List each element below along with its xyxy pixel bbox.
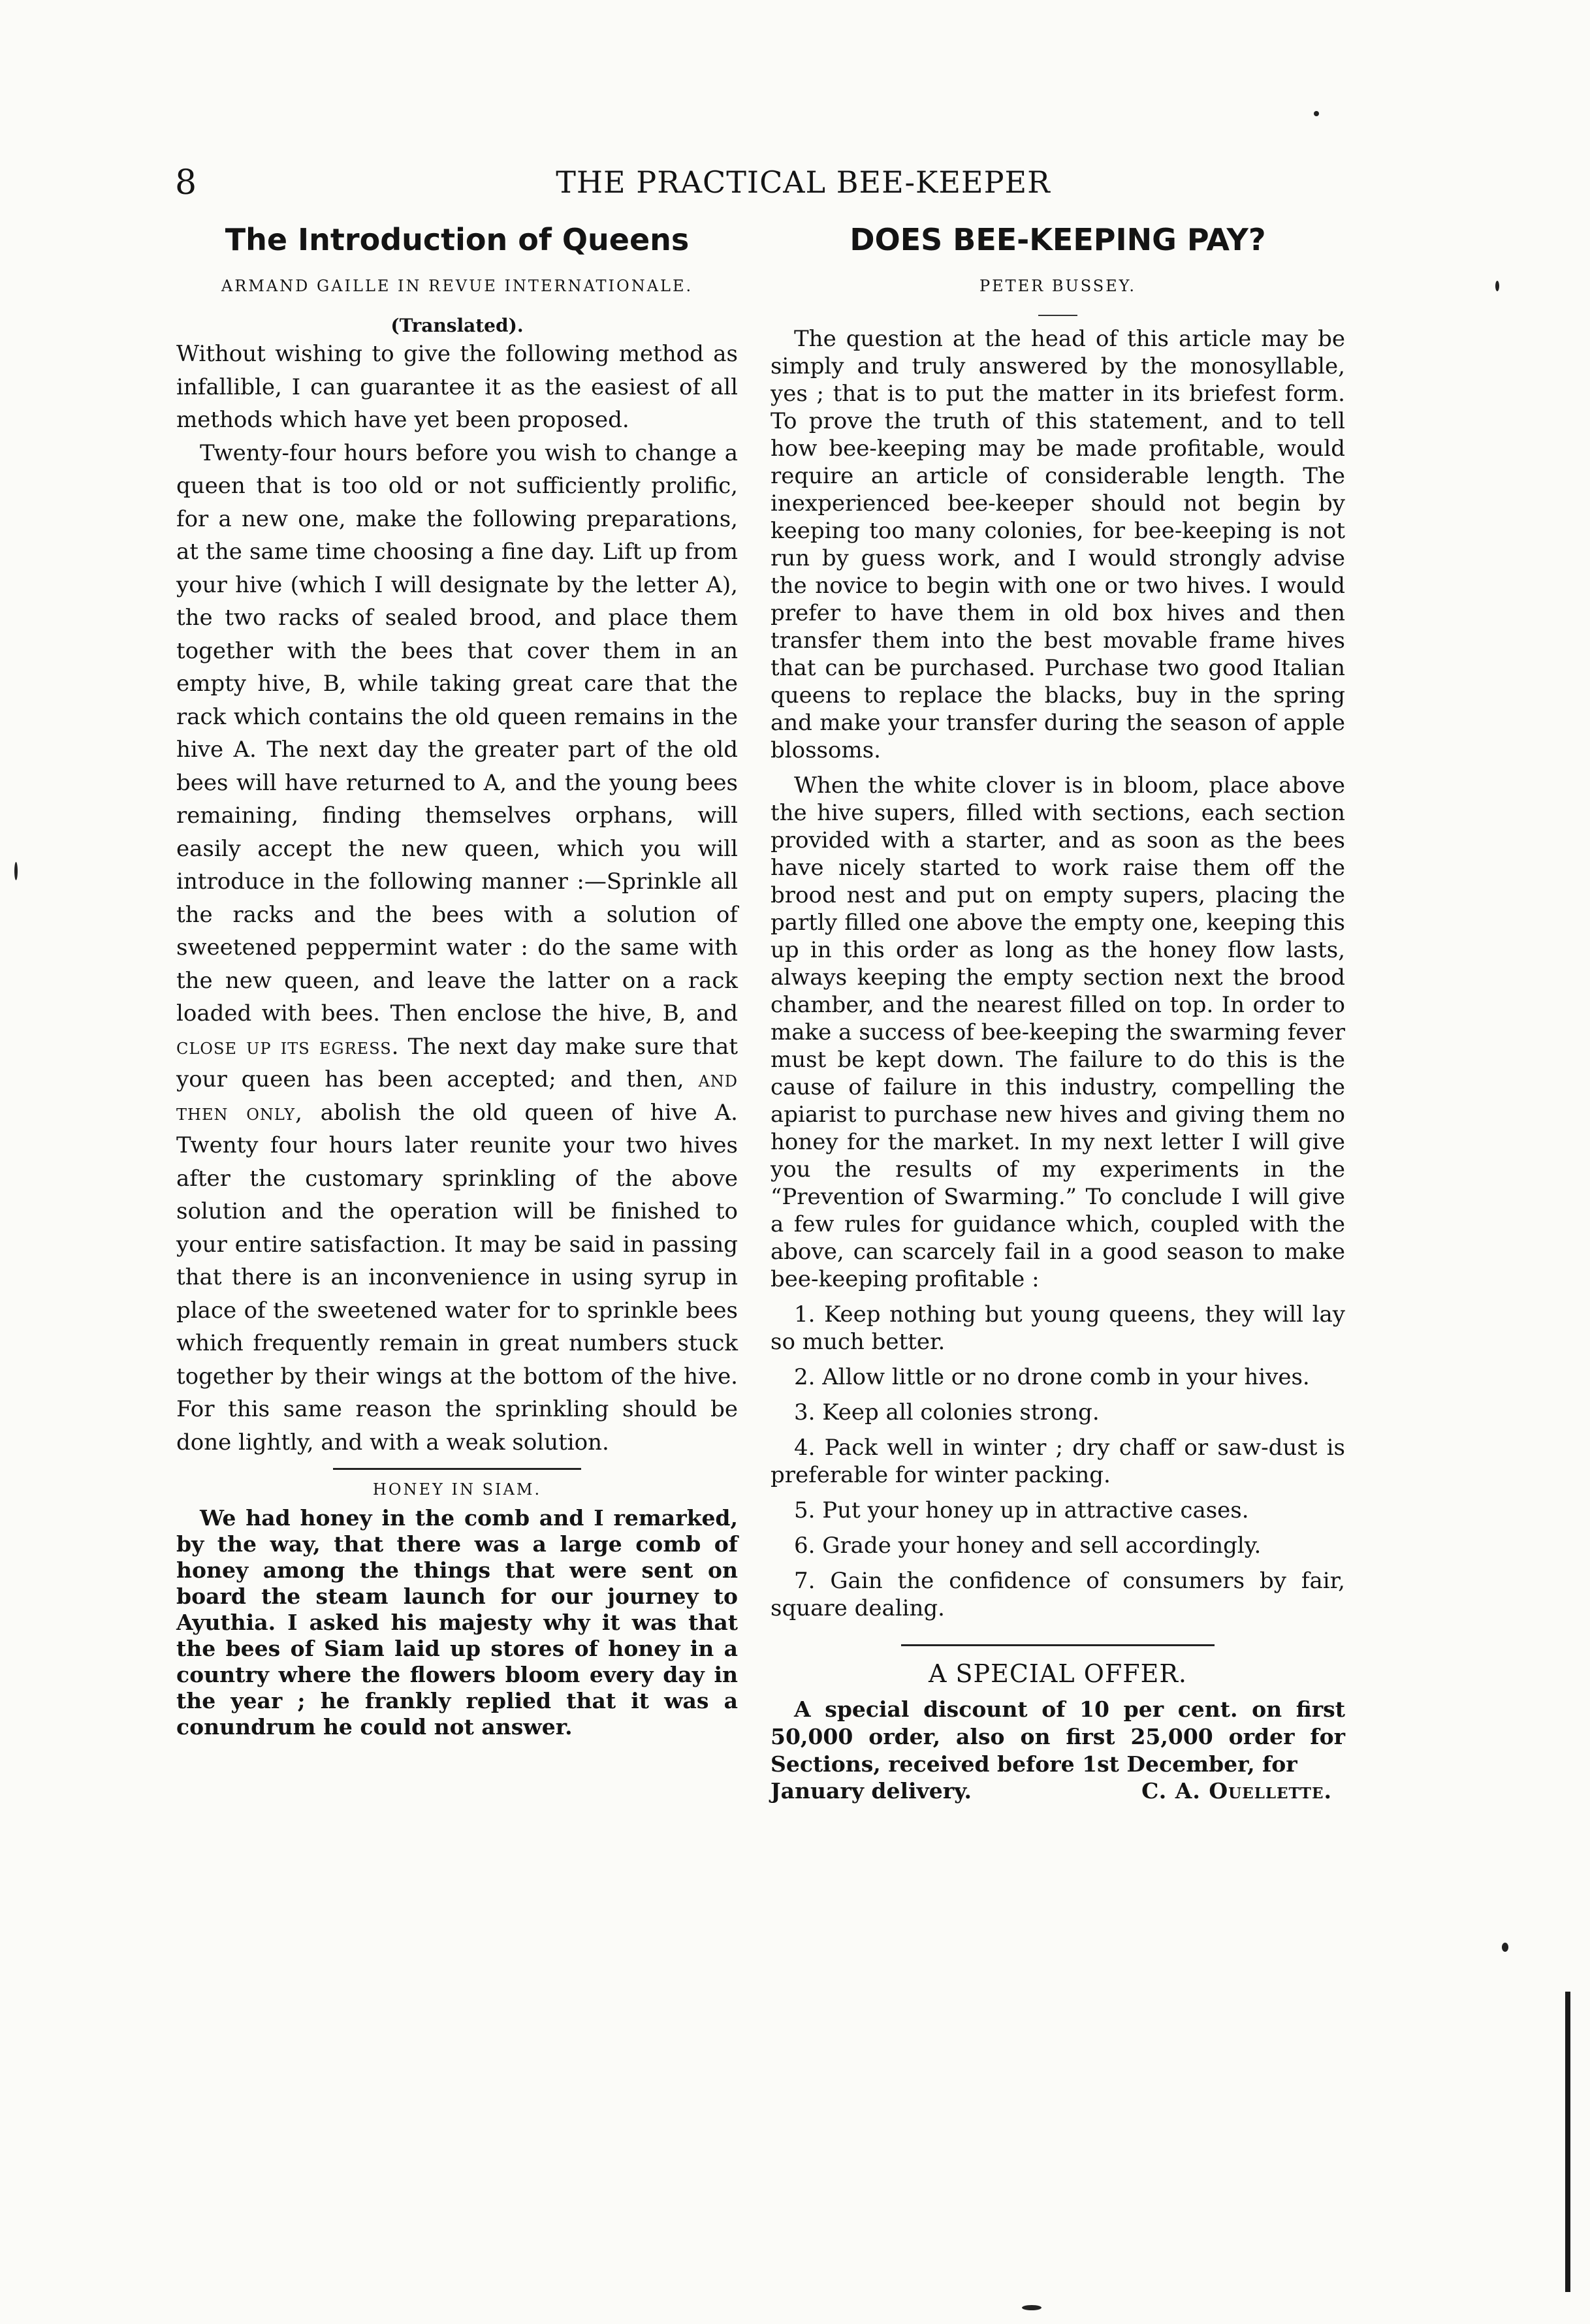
paragraph-text: The next day make sure that your queen has been accepted; and then, xyxy=(176,1033,738,1092)
translated-note: (Translated). xyxy=(390,315,524,336)
page-number: 8 xyxy=(175,163,197,202)
delivery-text: January delivery. xyxy=(771,1778,972,1804)
paragraph-text: abolish the old queen of hive A. Twenty four hours later reunite your two hives after the customary sprinkling of the above solution and the operation will be finished to your entire satisfaction. It may be said in passing that there is an inconvenience in using syrup in place of the sweetened water for to sprinkle bees which frequently remain in great numbers stuck together by their wings at the bottom of the hive. For this same reason the sprinkling should be done lightly, and with a weak solution. xyxy=(176,1099,738,1456)
article-paragraph xyxy=(176,437,738,1459)
section-title-honey-in-siam: HONEY IN SIAM. xyxy=(372,1480,542,1499)
rule-item: 4. Pack well in winter ; dry chaff or saw-dust is preferable for winter packing. xyxy=(771,1435,1345,1488)
article-paragraph: The question at the head of this article may be simply and truly answered by the monosyllable, yes ; that is to put the matter in its briefest form. To prove the truth of this statement, and to tell how bee-keeping may be made profitable, would require an article of considerable length. The inexperienced bee-keeper should not begin by keeping too many colonies, for bee-keeping is not run by guess work, and I would strongly advise the novice to begin with one or two hives. I would prefer to have them in old box hives and then transfer them into the best movable frame hives that can be purchased. Purchase two good Italian queens to replace the blacks, buy in the spring and make your transfer during the season of apple blossoms. xyxy=(771,326,1345,763)
article-title-does-bee-keeping-pay: DOES BEE-KEEPING PAY? xyxy=(850,222,1266,257)
rule-item: 1. Keep nothing but young queens, they will lay so much better. xyxy=(771,1301,1345,1355)
rule-item: 3. Keep all colonies strong. xyxy=(794,1399,1100,1425)
article-title-introduction-of-queens: The Introduction of Queens xyxy=(225,222,690,257)
scan-speck xyxy=(14,862,18,880)
siam-paragraph: We had honey in the comb and I remarked, by the way, that there was a large comb of honey among the things that were sent on board the steam launch for our journey to Ayuthia. I asked his majesty why it was that the bees of Siam laid up stores of honey in a country where the flowers bloom every day in the year ; he frankly replied that it was a conundrum he could not answer. xyxy=(176,1505,738,1740)
section-divider xyxy=(901,1644,1215,1646)
section-divider xyxy=(333,1468,581,1470)
special-offer-title: A SPECIAL OFFER. xyxy=(928,1659,1188,1688)
rules-list xyxy=(771,1301,1345,1622)
scan-speck xyxy=(1495,281,1499,291)
scan-speck xyxy=(1502,1943,1508,1952)
right-column xyxy=(771,222,1345,1804)
left-column xyxy=(176,222,738,1740)
honey-in-siam-section xyxy=(176,1480,738,1740)
rule-item: 5. Put your honey up in attractive cases. xyxy=(794,1497,1249,1523)
special-offer-footer xyxy=(771,1778,1345,1804)
offer-signature: C. A. Ouellette. xyxy=(1141,1778,1332,1804)
article-byline: PETER BUSSEY. xyxy=(979,277,1137,295)
scan-speck xyxy=(1314,111,1319,116)
article-paragraph: When the white clover is in bloom, place above the hive supers, filled with sections, each section provided with a starter, and as soon as the bees have nicely started to work raise them off the brood nest and put on empty supers, placing the partly filled one above the empty one, keeping this up in this order as long as the honey flow lasts, always keeping the empty section next the brood chamber, and the nearest filled on top. In order to make a success of bee-keeping the swarming fever must be kept down. The failure to do this is the cause of failure in this industry, compelling the apiarist to purchase new hives and giving them no honey for the market. In my next letter I will give you the results of my experiments in the “Prevention of Swarming.” To conclude I will give a few rules for guidance which, coupled with the above, can scarcely fail in a good season to make bee-keeping profitable : xyxy=(771,772,1345,1292)
emphasis-text: close up its egress. xyxy=(176,1033,400,1060)
emphasis-text: and then only, xyxy=(176,1066,739,1126)
scan-speck xyxy=(1022,2305,1041,2310)
special-offer-section xyxy=(771,1659,1345,1804)
scan-edge-mark xyxy=(1565,1992,1570,2292)
paragraph-text: Twenty-four hours before you wish to change a queen that is too old or not sufficiently prolific, for a new one, make the following preparations, at the same time choosing a fine day. Lift up from your hive (which I will designate by the letter A), the two racks of sealed brood, and place them together with the bees that cover them in an empty hive, B, while taking great care that the rack which contains the old queen remains in the hive A. The next day the greater part of the old bees will have returned to A, and the young bees remaining, finding themselves orphans, will easily accept the new queen, which you will introduce in the following manner :—Sprinkle all the racks and the bees with a solution of sweetened peppermint water : do the same with the new queen, and leave the latter on a rack loaded with bees. Then enclose the hive, B, and xyxy=(176,439,738,1027)
rule-item: 7. Gain the confidence of consumers by fair, square dealing. xyxy=(771,1568,1345,1621)
rule-item: 6. Grade your honey and sell accordingly. xyxy=(794,1533,1262,1559)
article-paragraph: Without wishing to give the following method as infallible, I can guarantee it as the easiest of all methods which have yet been proposed. xyxy=(176,341,738,433)
byline-rule xyxy=(1038,315,1077,316)
running-title: THE PRACTICAL BEE-KEEPER xyxy=(556,165,1051,200)
rule-item: 2. Allow little or no drone comb in your hives. xyxy=(794,1364,1310,1390)
article-byline: ARMAND GAILLE IN REVUE INTERNATIONALE. xyxy=(221,277,693,295)
special-offer-text: A special discount of 10 per cent. on first 50,000 order, also on first 25,000 order for Sections, received before 1st December, for xyxy=(771,1696,1345,1777)
